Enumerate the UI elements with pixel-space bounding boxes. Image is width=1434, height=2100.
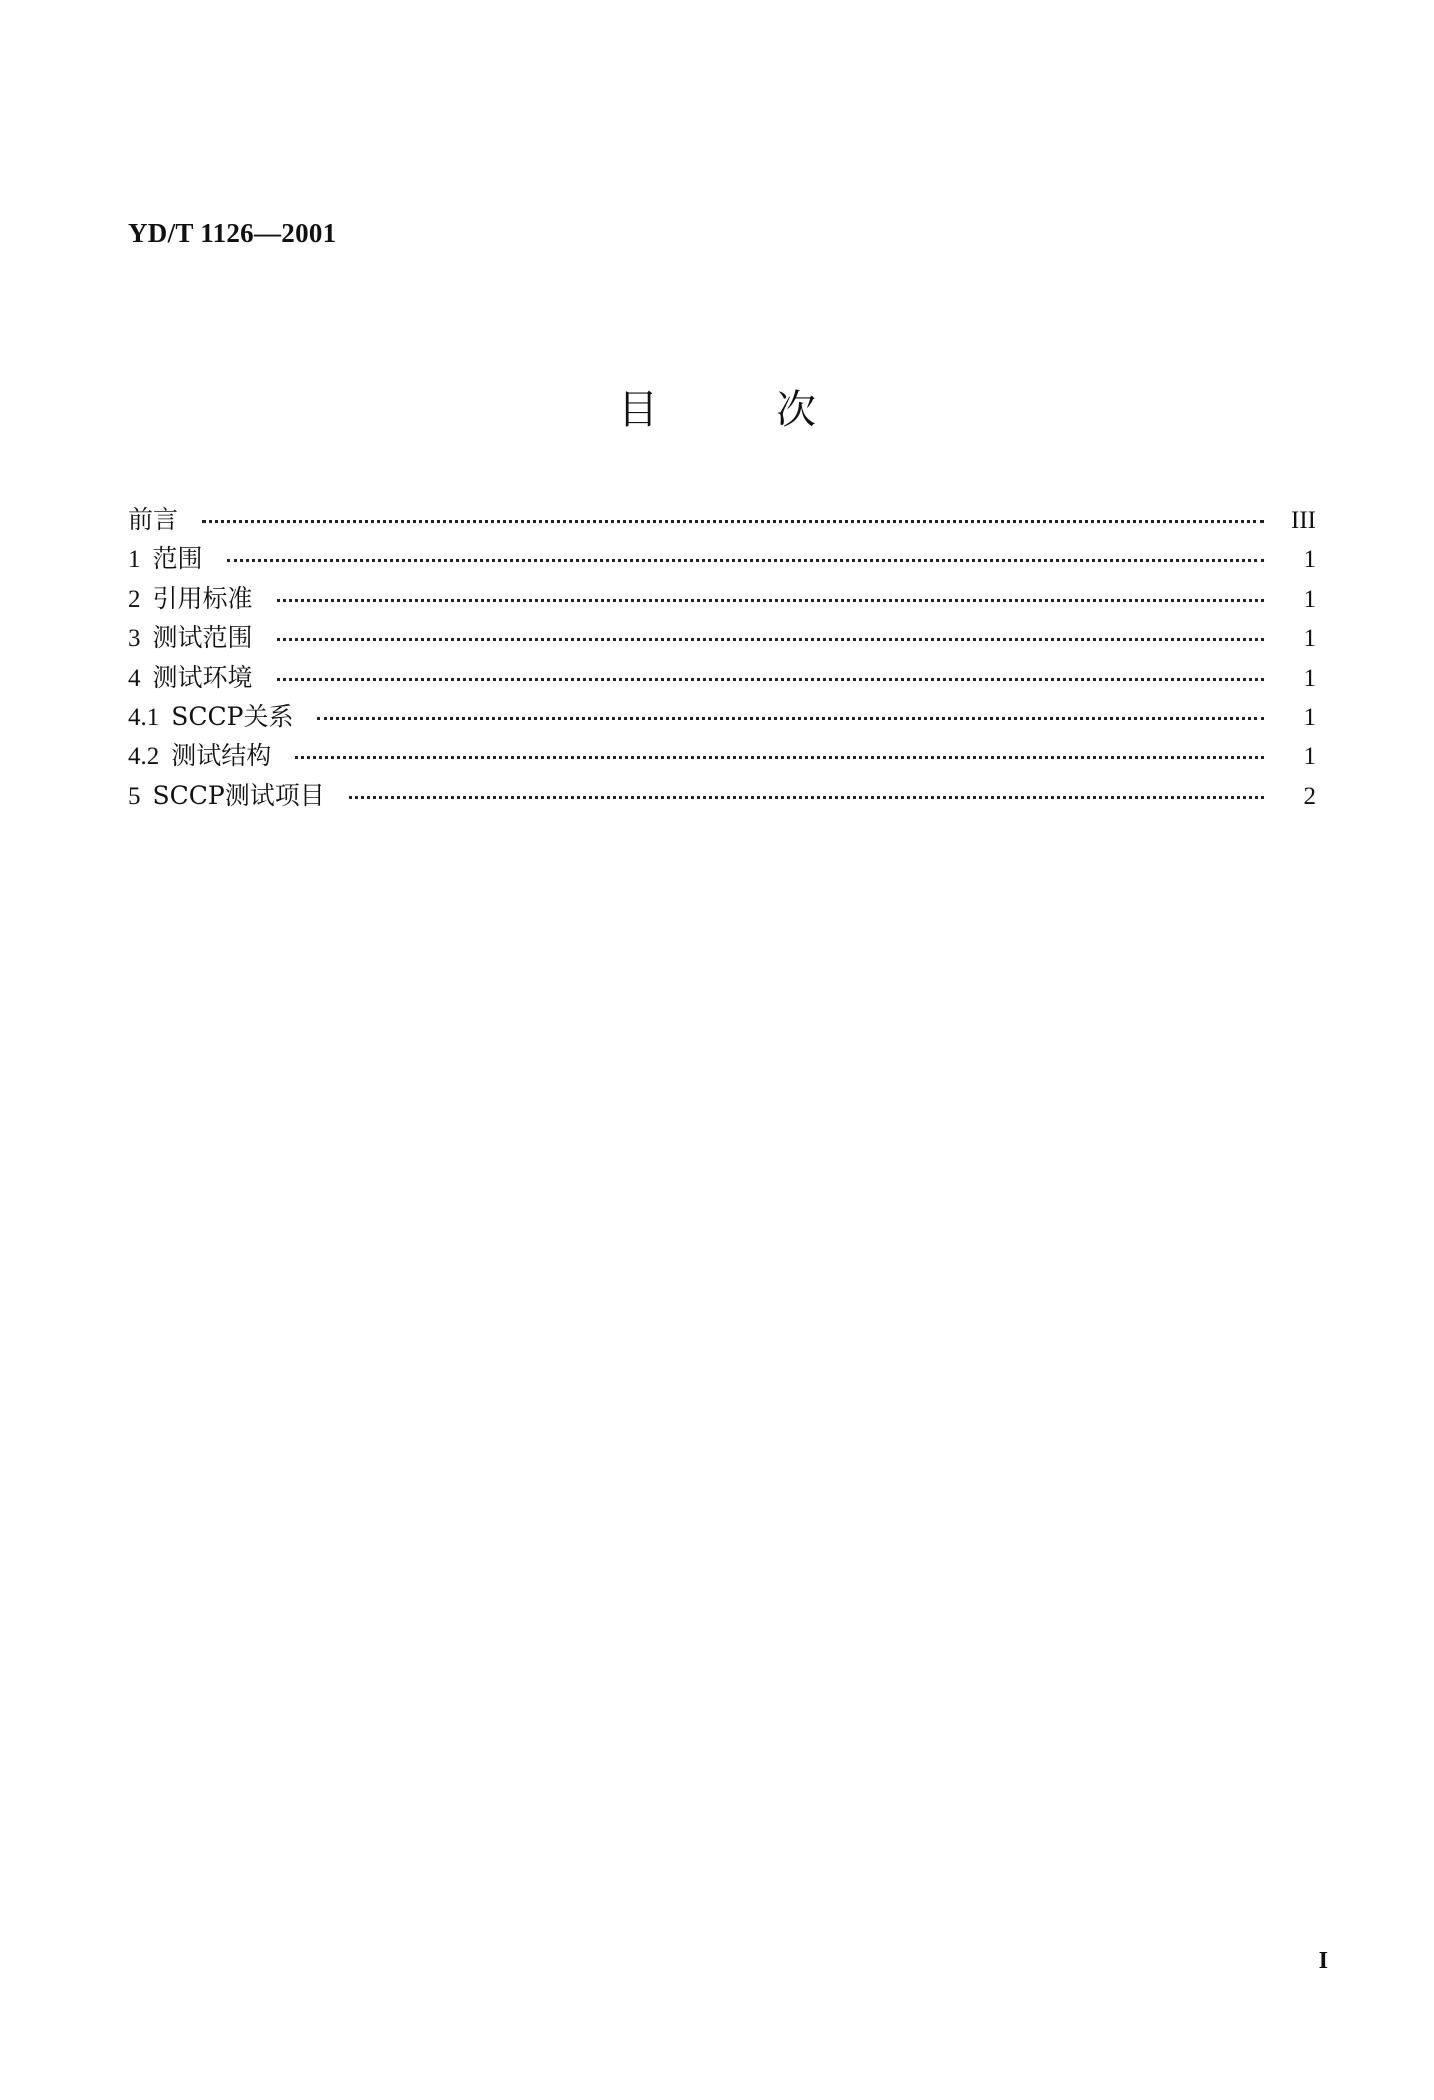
toc-entry-page: 2 bbox=[1303, 782, 1316, 810]
dot-leader bbox=[202, 520, 1264, 523]
toc-entry-page: 1 bbox=[1303, 625, 1316, 653]
toc-entry-foreword[interactable] bbox=[128, 500, 1316, 539]
toc-entry-label: SCCP关系 bbox=[171, 701, 294, 731]
dot-leader bbox=[277, 638, 1264, 641]
toc-entry-test-scope[interactable] bbox=[128, 618, 1316, 657]
toc-entry-sccp-relations[interactable] bbox=[128, 697, 1316, 736]
toc-entry-number: 1 bbox=[128, 546, 141, 574]
toc-entry-label: 测试范围 bbox=[152, 623, 253, 653]
document-code: YD/T 1126—2001 bbox=[128, 218, 337, 248]
toc-entry-label: 引用标准 bbox=[152, 583, 253, 613]
toc-entry-page: 1 bbox=[1303, 585, 1316, 613]
page-number: I bbox=[1318, 1948, 1328, 1974]
toc-entry-test-environment[interactable] bbox=[128, 658, 1316, 697]
toc-entry-page: III bbox=[1291, 507, 1316, 534]
dot-leader bbox=[277, 599, 1264, 602]
toc-entry-scope[interactable] bbox=[128, 539, 1316, 578]
dot-leader bbox=[277, 678, 1264, 681]
toc-entry-page: 1 bbox=[1303, 664, 1316, 692]
toc-title: 目次 bbox=[618, 387, 934, 433]
toc-entry-page: 1 bbox=[1303, 546, 1316, 574]
toc-entry-label: 前言 bbox=[128, 505, 179, 534]
dot-leader bbox=[317, 717, 1264, 720]
dot-leader bbox=[295, 756, 1264, 759]
dot-leader bbox=[227, 559, 1264, 562]
toc-entry-label: 范围 bbox=[152, 544, 203, 574]
toc-entry-label: 测试结构 bbox=[171, 741, 272, 771]
toc-entry-page: 1 bbox=[1303, 743, 1316, 771]
toc-entry-page: 1 bbox=[1303, 703, 1316, 731]
toc-entry-number: 5 bbox=[128, 782, 141, 810]
toc-entry-label: 测试环境 bbox=[152, 662, 253, 692]
toc-entry-sccp-test-items[interactable] bbox=[128, 776, 1316, 815]
toc-entry-test-structure[interactable] bbox=[128, 736, 1316, 775]
toc-entry-normative-references[interactable] bbox=[128, 579, 1316, 618]
table-of-contents bbox=[128, 500, 1316, 815]
dot-leader bbox=[349, 796, 1264, 799]
toc-entry-label: SCCP测试项目 bbox=[152, 780, 325, 810]
toc-entry-number: 4.2 bbox=[128, 743, 160, 771]
toc-entry-number: 4.1 bbox=[128, 703, 160, 731]
toc-entry-number: 3 bbox=[128, 625, 141, 653]
toc-entry-number: 2 bbox=[128, 585, 141, 613]
toc-entry-number: 4 bbox=[128, 664, 141, 692]
